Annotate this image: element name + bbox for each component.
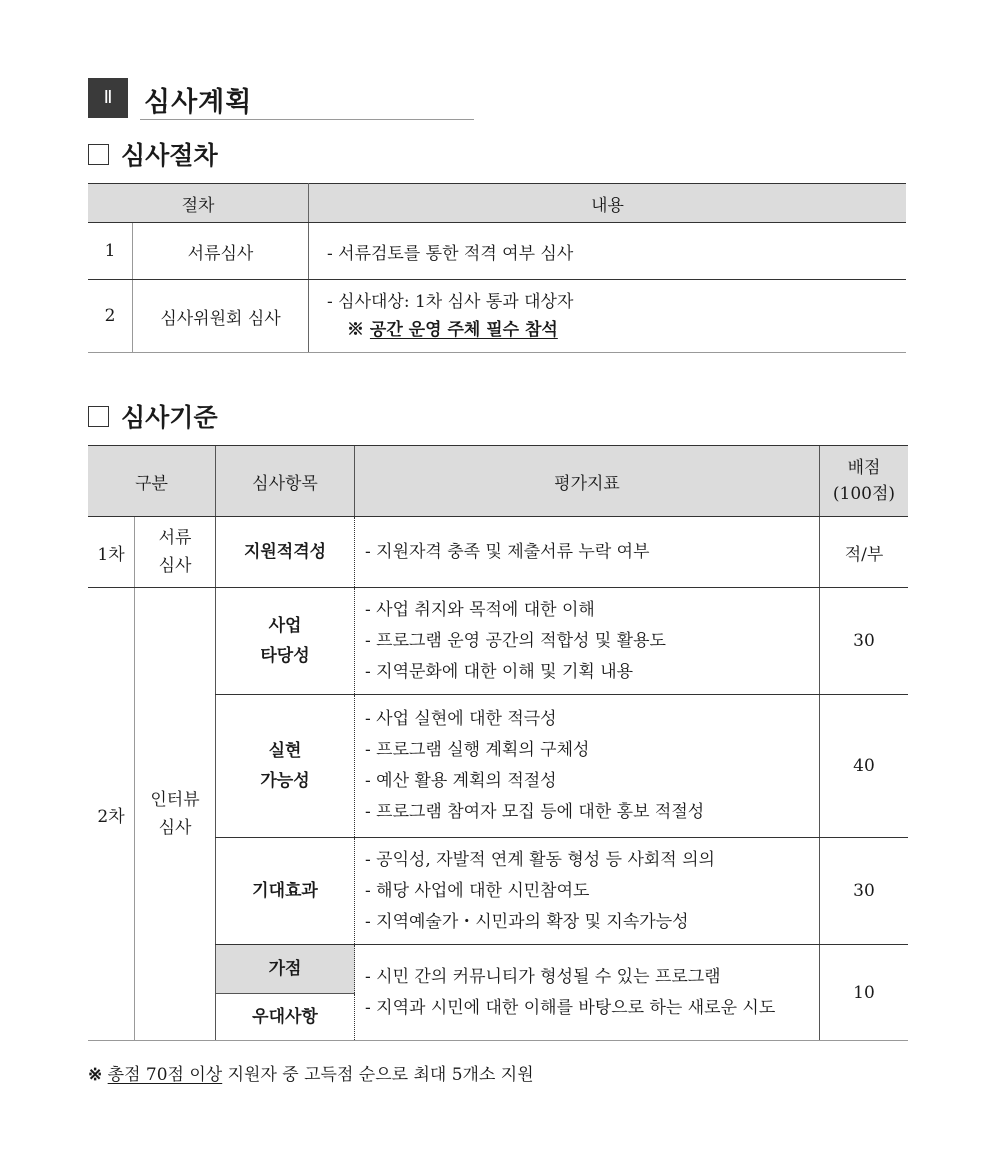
indicator-line: - 해당 사업에 대한 시민참여도 [365,880,590,901]
table-row [88,588,908,695]
round1-item: 지원적격성 [216,517,355,588]
criteria-header-score [820,446,909,517]
score-header-line1: 배점 [847,458,881,478]
indicator-line: - 지역예술가・시민과의 확장 및 지속가능성 [365,911,689,932]
round2-score: 30 [820,838,909,945]
procedure-step-content: - 서류검토를 통한 적격 여부 심사 [309,223,907,280]
indicator-line: - 사업 실현에 대한 적극성 [365,709,557,729]
procedure-step-name: 서류심사 [133,223,309,280]
round2-type-line1: 인터뷰 [150,790,200,810]
indicator-line: - 예산 활용 계획의 적절성 [365,771,557,791]
preference-item: 우대사항 [216,994,355,1041]
section-criteria-title: 심사기준 [121,403,218,432]
procedure-step-number: 2 [88,280,133,353]
procedure-step-note [327,316,906,344]
round2-item-line1: 실현 [268,741,302,761]
round1-score: 적/부 [820,517,909,588]
round1-type [135,517,216,588]
round1-type-line1: 서류 [158,528,192,548]
criteria-header-division: 구분 [88,446,216,517]
indicator-line: - 사업 취지와 목적에 대한 이해 [365,599,595,620]
criteria-header-indicator: 평가지표 [355,446,820,517]
round1-label: 1차 [88,517,135,588]
indicator-line: - 프로그램 운영 공간의 적합성 및 활용도 [365,630,666,651]
section-procedure-heading [88,136,218,172]
indicator-line: - 지역문화에 대한 이해 및 기획 내용 [365,661,634,682]
procedure-table [88,183,906,353]
round2-item [216,588,355,695]
round2-score: 40 [820,695,909,838]
indicator-line: - 공익성, 자발적 연계 활동 형성 등 사회적 의의 [365,849,715,870]
footnote-underlined-text: 총점 70점 이상 [107,1065,223,1085]
bonus-indicators [355,945,820,1041]
table-row [88,517,908,588]
round2-item: 기대효과 [216,838,355,945]
indicator-line: - 시민 간의 커뮤니티가 형성될 수 있는 프로그램 [365,966,721,987]
criteria-header-item: 심사항목 [216,446,355,517]
round2-indicators [355,588,820,695]
score-header-line2: (100점) [832,484,896,504]
procedure-step-number: 1 [88,223,133,280]
bonus-item: 가점 [216,945,355,994]
round2-item-line2: 타당성 [260,646,310,666]
round1-indicator: - 지원자격 충족 및 제출서류 누락 여부 [355,517,820,588]
footnote-mark: ※ [88,1065,103,1085]
round2-item-line2: 가능성 [260,771,310,791]
round2-indicators [355,695,820,838]
round2-score: 30 [820,588,909,695]
procedure-step-name: 심사위원회 심사 [133,280,309,353]
chapter-number: Ⅱ [88,78,128,118]
chapter-heading [88,78,474,120]
bonus-score: 10 [820,945,909,1041]
round2-label: 2차 [88,588,135,1041]
note-mark: ※ [347,320,364,340]
round1-type-line2: 심사 [158,556,192,576]
checkbox-square-icon [88,144,109,165]
table-row [88,280,906,353]
checkbox-square-icon [88,406,109,427]
round2-indicators [355,838,820,945]
round2-type-line2: 심사 [158,818,192,838]
criteria-table [88,445,908,1041]
round2-item [216,695,355,838]
indicator-line: - 프로그램 실행 계획의 구체성 [365,740,590,760]
note-underlined-text: 공간 운영 주체 필수 참석 [369,320,558,340]
indicator-line: - 지역과 시민에 대한 이해를 바탕으로 하는 새로운 시도 [365,997,776,1018]
round2-type [135,588,216,1041]
chapter-title: 심사계획 [144,87,253,118]
table-row [88,223,906,280]
procedure-step-content-line: - 심사대상: 1차 심사 통과 대상자 [327,292,574,312]
section-procedure-title: 심사절차 [121,141,218,170]
section-criteria-heading [88,398,218,434]
indicator-line: - 프로그램 참여자 모집 등에 대한 홍보 적절성 [365,802,705,822]
procedure-step-content [309,280,907,353]
procedure-header-content: 내용 [309,184,907,223]
chapter-underline [140,119,474,120]
footnote-text: 지원자 중 고득점 순으로 최대 5개소 지원 [222,1065,534,1085]
procedure-header-step: 절차 [88,184,309,223]
round2-item-line1: 사업 [268,616,302,636]
footnote [88,1060,534,1085]
